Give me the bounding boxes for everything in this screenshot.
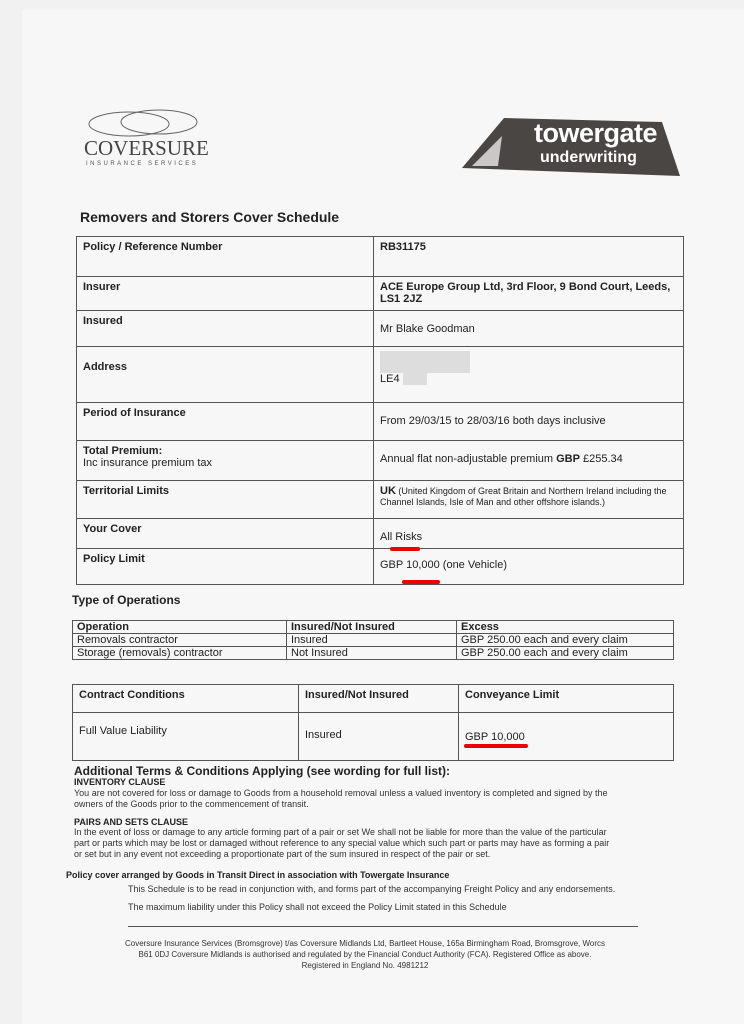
redacted-address [380, 351, 470, 373]
max-liability-text: The maximum liability under this Policy shall not exceed the Policy Limit stated in this Schedule [128, 902, 507, 912]
inventory-text: You are not covered for loss or damage to Goods from a household removal unless a valued inventory is completed and signed by the owners of the Goods prior to the commencement of transit. [74, 788, 608, 809]
table-row [77, 311, 684, 347]
premium-amount: £255.34 [583, 453, 623, 465]
col-header: Excess [457, 621, 674, 634]
premium-text: Annual flat non-adjustable premium [380, 453, 554, 465]
period-value: From 29/03/15 to 28/03/16 both days inclusive [374, 403, 684, 441]
cell: GBP 250.00 each and every claim [457, 647, 674, 660]
row-label: Policy / Reference Number [77, 237, 374, 277]
col-header: Contract Conditions [73, 685, 299, 713]
table-row [73, 634, 674, 647]
table-row [77, 519, 684, 549]
inventory-title: INVENTORY CLAUSE [74, 777, 166, 787]
table-row [77, 347, 684, 403]
contract-table [72, 684, 674, 761]
coversure-subtitle: INSURANCE SERVICES [86, 161, 199, 167]
schedule-table [76, 236, 684, 585]
col-header: Conveyance Limit [459, 685, 674, 713]
conjunction-text: This Schedule is to be read in conjunction with, and forms part of the accompanying Freight Policy and any endorsements. [128, 884, 616, 894]
territory-code: UK [380, 485, 396, 497]
towergate-name: towergate [534, 118, 658, 148]
col-header: Insured/Not Insured [287, 621, 457, 634]
table-row [73, 713, 674, 761]
insured-value: Mr Blake Goodman [374, 311, 684, 347]
policy-limit-value: GBP 10,000 (one Vehicle) [374, 549, 684, 585]
footer [120, 938, 610, 971]
address-value: LE4 [380, 373, 400, 385]
row-label: Insurer [77, 277, 374, 311]
table-row [77, 549, 684, 585]
table-header [73, 685, 674, 713]
towergate-subtitle: underwriting [540, 149, 637, 166]
towergate-logo [462, 116, 680, 176]
premium-value [374, 441, 684, 481]
table-header [73, 621, 674, 634]
cell: Removals contractor [73, 634, 287, 647]
red-underline [402, 580, 440, 584]
insurer-value: ACE Europe Group Ltd, 3rd Floor, 9 Bond Court, Leeds, LS1 2JZ [374, 277, 684, 311]
table-row [77, 237, 684, 277]
red-underline [390, 547, 420, 551]
reference-number: RB31175 [374, 237, 684, 277]
coversure-logo [84, 108, 209, 172]
territory-text: (United Kingdom of Great Britain and Northern Ireland including the Channel Islands, Isle of Man and other offshore islands.) [380, 486, 667, 507]
col-header: Operation [73, 621, 287, 634]
cell: Insured [299, 713, 459, 761]
table-row [77, 403, 684, 441]
redacted-postcode [403, 373, 427, 385]
territory-value [374, 481, 684, 519]
pairs-title: PAIRS AND SETS CLAUSE [74, 817, 189, 827]
arranged-by: Policy cover arranged by Goods in Transit Direct in association with Towergate Insurance [66, 870, 450, 880]
row-sublabel: Inc insurance premium tax [83, 457, 212, 469]
row-label: Territorial Limits [77, 481, 374, 519]
coversure-name: COVERSURE [84, 136, 209, 160]
table-row [77, 441, 684, 481]
table-row [77, 481, 684, 519]
footer-line: B61 0DJ Coversure Midlands is authorised and regulated by the Financial Conduct Authority (FCA). Registered Office as above. [138, 950, 592, 959]
row-label: Period of Insurance [77, 403, 374, 441]
table-row [73, 647, 674, 660]
page-title: Removers and Storers Cover Schedule [80, 209, 340, 225]
rings-icon [84, 108, 204, 138]
cell: Not Insured [287, 647, 457, 660]
cell: Storage (removals) contractor [73, 647, 287, 660]
row-label: Your Cover [77, 519, 374, 549]
conveyance-limit: GBP 10,000 [459, 713, 674, 761]
operations-heading: Type of Operations [72, 593, 181, 607]
row-label: Policy Limit [77, 549, 374, 585]
cell: Full Value Liability [73, 713, 299, 761]
cell: GBP 250.00 each and every claim [457, 634, 674, 647]
row-label: Total Premium: [83, 445, 163, 457]
red-underline [464, 744, 528, 748]
col-header: Insured/Not Insured [299, 685, 459, 713]
footer-line: Registered in England No. 4981212 [301, 961, 429, 970]
operations-table [72, 620, 674, 660]
footer-line: Coversure Insurance Services (Bromsgrove) t/as Coversure Midlands Ltd, Bartleet House, 165a Birmingham Road, Bromsgrove, Worcs [124, 939, 606, 948]
cell: Insured [287, 634, 457, 647]
row-label: Address [77, 347, 374, 403]
table-row [77, 277, 684, 311]
divider [128, 926, 638, 927]
pairs-text: In the event of loss or damage to any article forming part of a pair or set We shall not be liable for more than the value of the particular part or parts which may be lost or damaged without reference to any special value which such part or parts may have as forming a pair or set but in any event not exceeding a proportionate part of the sum insured in respect of the pair or set. [74, 827, 610, 859]
premium-currency: GBP [556, 453, 580, 465]
row-label: Insured [77, 311, 374, 347]
terms-heading: Additional Terms & Conditions Applying (see wording for full list): [74, 764, 450, 778]
cover-value: All Risks [374, 519, 684, 549]
